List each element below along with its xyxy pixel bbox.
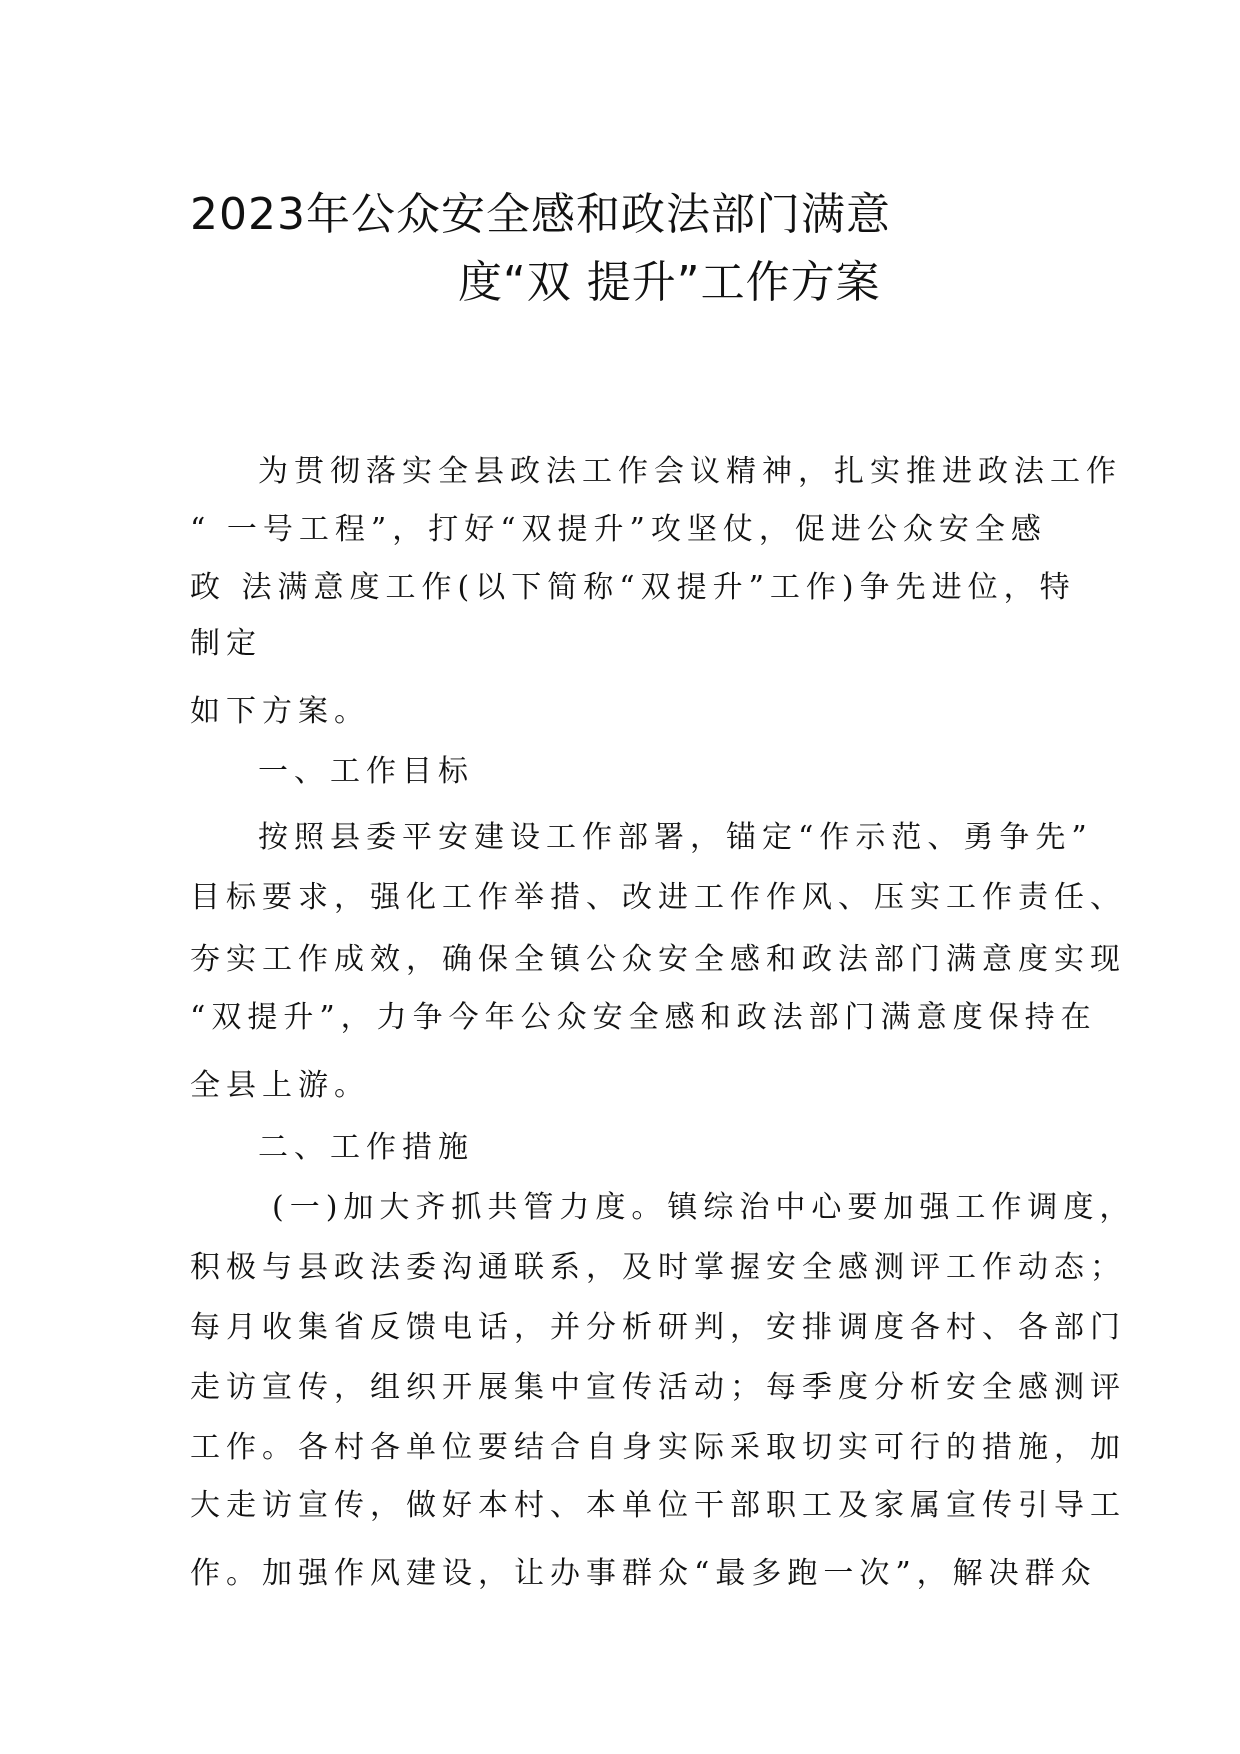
section-heading: 二、工作措施 [258, 1130, 474, 1165]
paragraph-line: 夯实工作成效，确保全镇公众安全感和政法部门满意度实现 [190, 942, 1126, 977]
paragraph-line: 如下方案。 [190, 694, 370, 729]
paragraph-line: 作。加强作风建设，让办事群众“最多跑一次”，解决群众 [190, 1556, 1097, 1591]
paragraph-line: (一)加大齐抓共管力度。镇综治中心要加强工作调度， [272, 1190, 1136, 1225]
paragraph-line: “双提升”，力争今年公众安全感和政法部门满意度保持在 [190, 1000, 1097, 1035]
paragraph-line: 制定 [190, 626, 262, 661]
paragraph-line: 大走访宣传，做好本村、本单位干部职工及家属宣传引导工 [190, 1488, 1126, 1523]
section-heading: 一、工作目标 [258, 754, 474, 789]
paragraph-line: “ 一号工程”，打好“双提升”攻坚仗，促进公众安全感 [190, 512, 1047, 547]
paragraph-line: 全县上游。 [190, 1068, 370, 1103]
paragraph-line: 工作。各村各单位要结合自身实际采取切实可行的措施，加 [190, 1430, 1126, 1465]
paragraph-line: 每月收集省反馈电话，并分析研判，安排调度各村、各部门 [190, 1310, 1126, 1345]
paragraph-line: 走访宣传，组织开展集中宣传活动；每季度分析安全感测评 [190, 1370, 1126, 1405]
document-title-line-1: 2023年公众安全感和政法部门满意 [190, 189, 891, 240]
paragraph-line: 为贯彻落实全县政法工作会议精神，扎实推进政法工作 [258, 454, 1122, 489]
paragraph-line: 积极与县政法委沟通联系，及时掌握安全感测评工作动态； [190, 1250, 1126, 1285]
document-title-line-2: 度“双 提升”工作方案 [458, 257, 881, 308]
paragraph-line: 按照县委平安建设工作部署，锚定“作示范、勇争先” [258, 820, 1093, 855]
paragraph-line: 政 法满意度工作(以下简称“双提升”工作)争先进位，特 [190, 570, 1076, 605]
paragraph-line: 目标要求，强化工作举措、改进工作作风、压实工作责任、 [190, 880, 1126, 915]
